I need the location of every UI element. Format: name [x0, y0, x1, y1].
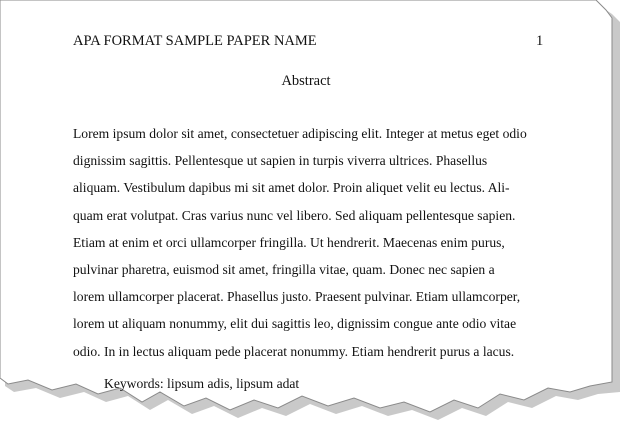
running-head: APA FORMAT SAMPLE PAPER NAME	[73, 33, 317, 49]
section-heading-abstract: Abstract	[281, 73, 331, 89]
page-number: 1	[536, 33, 544, 49]
abstract-line: lorem ut aliquam nonummy, elit dui sagittis leo, dignissim congue ante odio vitae	[73, 316, 517, 332]
abstract-line: dignissim sagittis. Pellentesque ut sapien in turpis viverra ultrices. Phasellus	[73, 153, 488, 169]
abstract-line: quam erat volutpat. Cras varius nunc vel libero. Sed aliquam pellentesque sapien.	[73, 207, 516, 223]
abstract-line: odio. In in lectus aliquam pede placerat nonummy. Etiam hendrerit purus a lacus.	[73, 343, 515, 359]
abstract-line: pulvinar pharetra, euismod sit amet, fringilla vitae, quam. Donec nec sapien a	[73, 262, 495, 278]
abstract-paragraph	[73, 120, 553, 365]
abstract-line: lorem ullamcorper placerat. Phasellus justo. Praesent pulvinar. Etiam ullamcorper,	[73, 289, 521, 305]
abstract-line: aliquam. Vestibulum dapibus mi sit amet dolor. Proin aliquet velit eu lectus. Ali-	[73, 180, 510, 196]
abstract-line: Etiam at enim et orci ullamcorper fringilla. Ut hendrerit. Maecenas enim purus,	[73, 234, 505, 250]
keywords-line: Keywords: lipsum adis, lipsum adat	[104, 376, 300, 391]
abstract-line: Lorem ipsum dolor sit amet, consectetuer adipiscing elit. Integer at metus eget odio	[73, 126, 527, 141]
